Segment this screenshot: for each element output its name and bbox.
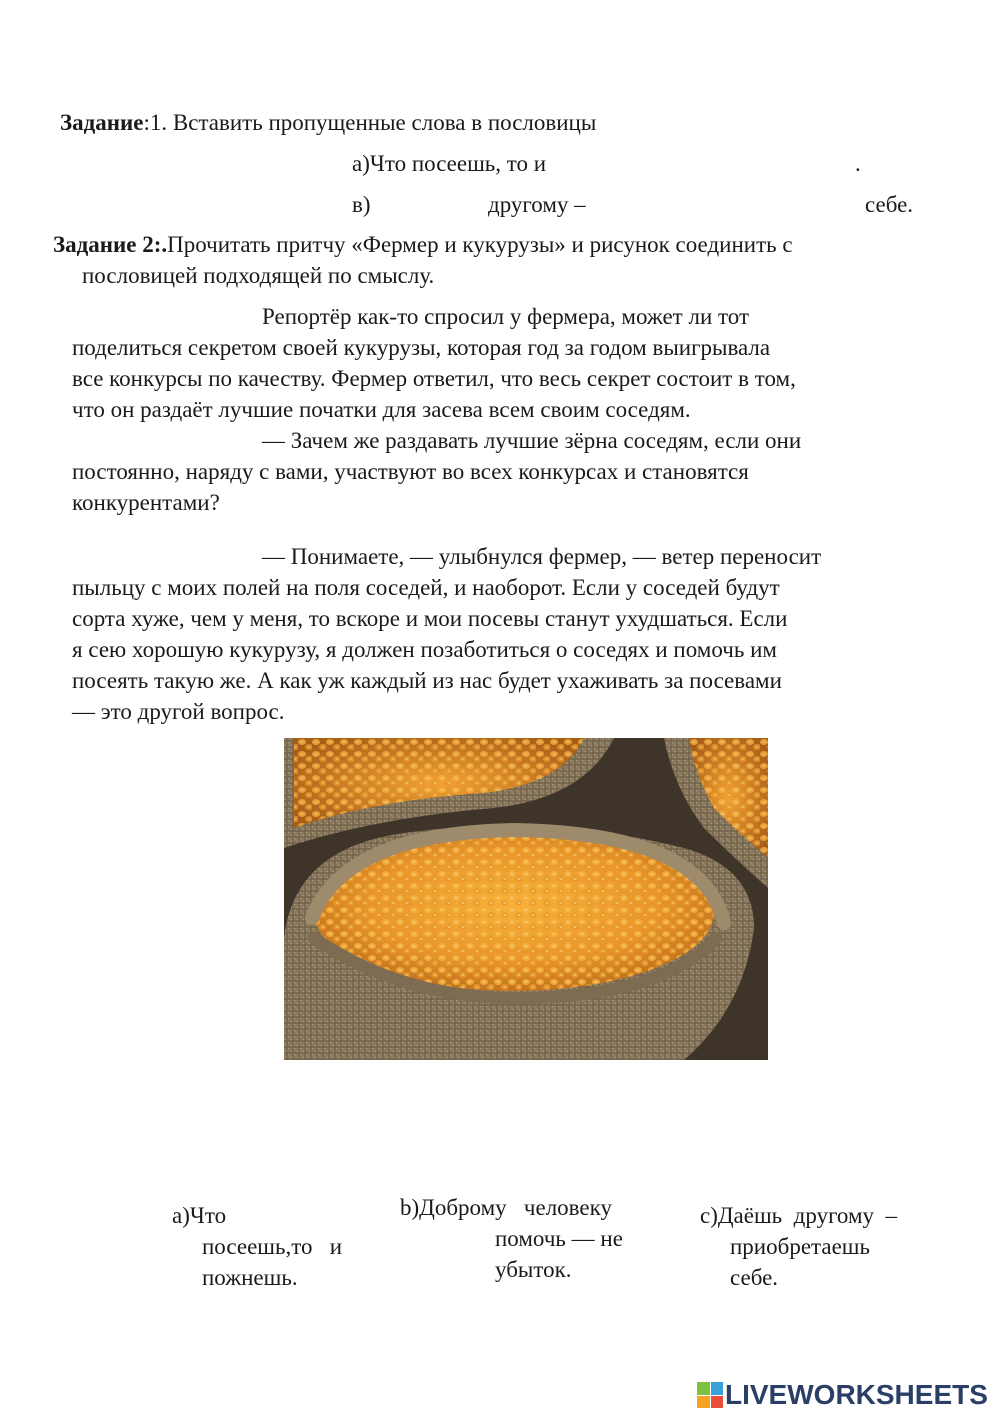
choice-b-line1: b)Доброму человеку [400,1195,612,1220]
task1-label: Задание [60,110,144,135]
story-paragraph-1 [72,301,932,425]
story-paragraph-3 [72,541,932,727]
choice-a-line2: посеешь,то и [202,1234,343,1259]
choice-a-line1: а)Что [172,1203,227,1228]
story-line: поделиться секретом своей кукурузы, которая год за годом выигрывала [72,335,771,360]
story-line: пыльцу с моих полей на поля соседей, и наоборот. Если у соседей будут [72,575,780,600]
proverb-b-middle: другому – [488,192,586,217]
task2-heading [53,233,793,256]
liveworksheets-logo[interactable] [697,1378,988,1412]
choice-c[interactable] [700,1200,960,1293]
choice-b-line3: убыток. [495,1257,572,1282]
story-line: — Понимаете, — улыбнулся фермер, — ветер переносит [262,544,822,569]
choice-a[interactable] [172,1200,372,1293]
proverb-a-end: . [855,151,861,176]
liveworksheets-logo-text: LIVEWORKSHEETS [725,1379,988,1410]
proverb-a-blank[interactable] [590,150,840,178]
proverb-b-prefix: в) [352,192,371,217]
story-line: я сею хорошую кукурузу, я должен позаботиться о соседях и помочь им [72,637,777,662]
story-line: — Зачем же раздавать лучшие зёрна соседям, если они [262,428,802,453]
proverb-b-blank-2[interactable] [610,190,850,218]
choice-b[interactable] [400,1192,660,1285]
story-line: все конкурсы по качеству. Фермер ответил, что весь секрет состоит в том, [72,366,796,391]
proverb-a-prefix: а)Что посеешь, то и [352,151,547,176]
story-line: конкурентами? [72,490,220,515]
liveworksheets-logo-icon [697,1382,723,1408]
story-line: постоянно, наряду с вами, участвуют во всех конкурсах и становятся [72,459,749,484]
task2-text-line2: пословицей подходящей по смыслу. [82,263,435,288]
task1-text: :1. Вставить пропущенные слова в пословицы [143,110,597,135]
choice-c-line1: с)Даёшь другому – [700,1203,898,1228]
choice-c-line2: приобретаешь [730,1234,870,1259]
choice-a-line3: пожнешь. [202,1265,298,1290]
corn-sacks-photo[interactable] [284,738,768,1060]
story-line: что он раздаёт лучшие початки для засева всем своим соседям. [72,397,691,422]
story-line: сорта хуже, чем у меня, то вскоре и мои посевы станут ухудшаться. Если [72,606,788,631]
task2-text-line1: Прочитать притчу «Фермер и кукурузы» и рисунок соединить с [167,232,793,257]
choice-c-line3: себе. [730,1265,779,1290]
task2-label: Задание 2:. [53,232,168,257]
proverb-b-blank-1[interactable] [380,190,480,218]
story-paragraph-2 [72,425,932,518]
task1-heading [60,111,596,134]
story-line: посеять такую же. А как уж каждый из нас будет ухаживать за посевами [72,668,782,693]
proverb-b-end: себе. [865,192,914,217]
story-line: Репортёр как-то спросил у фермера, может ли тот [262,304,750,329]
choice-b-line2: помочь — не [495,1226,623,1251]
story-line: — это другой вопрос. [72,699,285,724]
